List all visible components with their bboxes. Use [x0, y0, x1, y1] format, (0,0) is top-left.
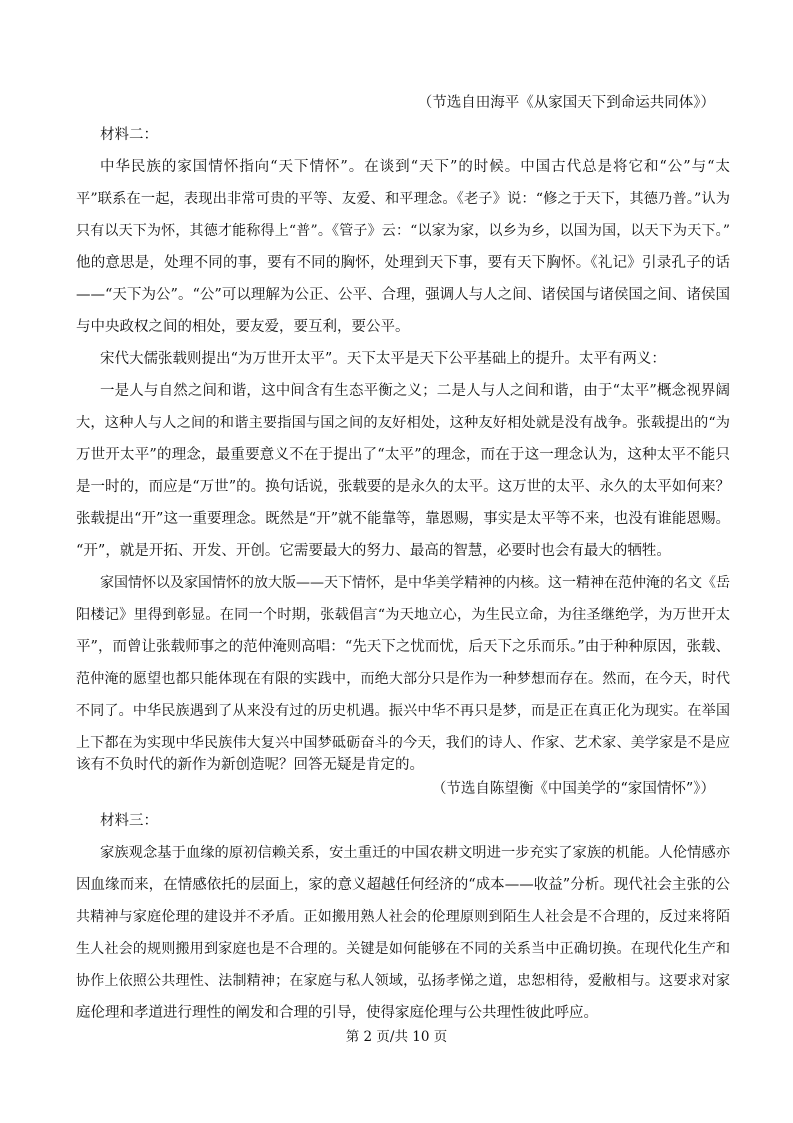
paragraph-line: 该有不负时代的新作为新创造呢？回答无疑是肯定的。: [76, 757, 424, 773]
paragraph-line: 范仲淹的愿望也都只能体现在有限的实践中，而绝大部分只是作为一种梦想而存在。然而，在今天，时代: [76, 671, 730, 687]
paragraph-line: 是一时的，而应是“万世”的。换句话说，张载要的是永久的太平。这万世的太平、永久的太平如何来？: [76, 479, 730, 495]
paragraph-line: 宋代大儒张载则提出“为万世开太平”。天下太平是天下公平基础上的提升。太平有两义：: [100, 351, 666, 367]
source-citation-top: （节选自田海平《从家国天下到命运共同体》）: [417, 95, 715, 111]
paragraph-line: 万世开太平”的理念，最重要意义不在于提出了“太平”的理念，而在于这一理念认为，这种太平不能只: [76, 447, 730, 463]
paragraph-line: 因血缘而来，在情感依托的层面上，家的意义超越任何经济的“成本——收益”分析。现代社会主张的公: [76, 877, 730, 893]
paragraph-line: 生人社会的规则搬用到家庭也是不合理的。关键是如何能够在不同的关系当中正确切换。在现代化生产和: [76, 941, 730, 957]
paragraph-line: 上下都在为实现中华民族伟大复兴中国梦砥砺奋斗的今天，我们的诗人、作家、艺术家、美学家是不是应: [76, 735, 730, 751]
paragraph-line: 他的意思是，处理不同的事，要有不同的胸怀，处理到天下事，要有天下胸怀。《礼记》引录孔子的话: [76, 255, 730, 271]
paragraph-line: 中华民族的家国情怀指向“天下情怀”。在谈到“天下”的时候。中国古代总是将它和“公”与“太: [100, 159, 730, 175]
paragraph-line: 阳楼记》里得到彰显。在同一个时期，张载倡言“为天地立心，为生民立命，为往圣继绝学，为万世开太: [76, 607, 730, 623]
paragraph-line: 家国情怀以及家国情怀的放大版——天下情怀，是中华美学精神的内核。这一精神在范仲淹的名文《岳: [100, 575, 730, 591]
paragraph-line: 平”，而曾让张载师事之的范仲淹则高唱：“先天下之忧而忧，后天下之乐而乐。”由于种种原因，张载、: [76, 639, 730, 655]
paragraph-line: 平”联系在一起，表现出非常可贵的平等、友爱、和平理念。《老子》说：“修之于天下，其德乃普。”认为: [76, 191, 730, 207]
paragraph-line: ——“天下为公”。“公”可以理解为公正、公平、合理，强调人与人之间、诸侯国与诸侯国之间、诸侯国: [76, 287, 730, 303]
source-citation-material-2: （节选自陈望衡《中国美学的“家国情怀”》）: [431, 781, 715, 797]
page-footer: 第 2 页/共 10 页: [345, 1029, 448, 1045]
paragraph-line: 庭伦理和孝道进行理性的阐发和合理的引导，使得家庭伦理与公共理性彼此呼应。: [76, 1005, 598, 1021]
paragraph-line: 张载提出“开”这一重要理念。既然是“开”就不能靠等，靠恩赐，事实是太平等不来，也没有谁能恩赐。: [76, 511, 730, 527]
material-2-heading: 材料二：: [100, 127, 158, 143]
paragraph-line: “开”，就是开拓、开发、开创。它需要最大的努力、最高的智慧，必要时也会有最大的牺牲。: [76, 543, 671, 559]
paragraph-line: 共精神与家庭伦理的建设并不矛盾。正如搬用熟人社会的伦理原则到陌生人社会是不合理的，反过来将陌: [76, 909, 730, 925]
paragraph-line: 协作上依照公共理性、法制精神；在家庭与私人领域，弘扬孝悌之道，忠恕相待，爱敝相与。这要求对家: [76, 973, 730, 989]
paragraph-line: 一是人与自然之间和谐，这中间含有生态平衡之义；二是人与人之间和谐，由于“太平”概念视界阔: [100, 383, 730, 399]
paragraph-line: 只有以天下为怀，其德才能称得上“普”。《管子》云：“以家为家，以乡为乡，以国为国，以天下为天下。”: [76, 223, 730, 239]
paragraph-line: 不同了。中华民族遇到了从来没有过的历史机遇。振兴中华不再只是梦，而是正在真正化为现实。在举国: [76, 703, 730, 719]
material-3-heading: 材料三：: [100, 813, 158, 829]
paragraph-line: 大，这种人与人之间的和谐主要指国与国之间的友好相处，这种友好相处就是没有战争。张载提出的“为: [76, 415, 730, 431]
paragraph-line: 家族观念基于血缘的原初信赖关系，安土重迁的中国农耕文明进一步充实了家族的机能。人伦情感亦: [100, 845, 730, 861]
paragraph-line: 与中央政权之间的相处，要友爱，要互利，要公平。: [76, 319, 410, 335]
